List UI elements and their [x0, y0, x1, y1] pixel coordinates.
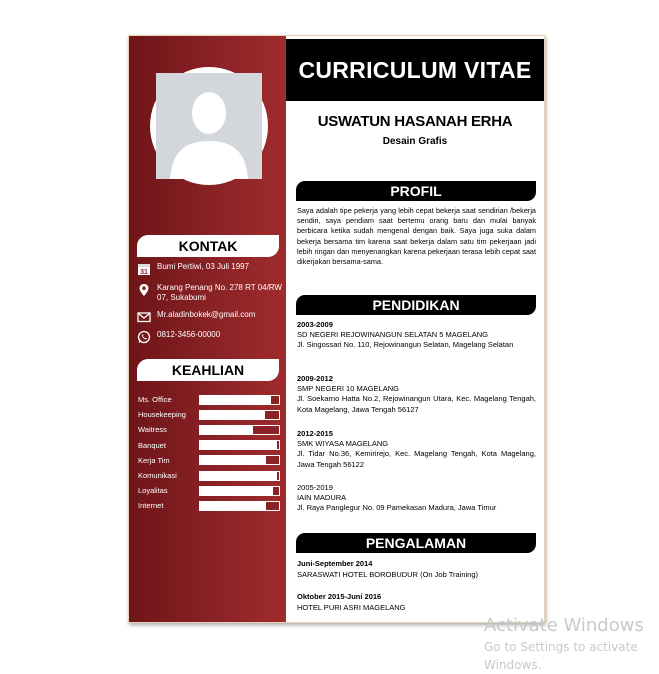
cv-page: [128, 35, 545, 623]
education-school: SD NEGERI REJOWINANGUN SELATAN 5 MAGELANG: [297, 330, 489, 340]
location-pin-icon: [137, 283, 151, 297]
activate-windows-watermark: [484, 614, 659, 674]
skill-label: Banquet: [138, 440, 166, 450]
skill-bar-fill: [266, 456, 279, 464]
experience-period: Oktober 2015-Juni 2016: [297, 592, 382, 601]
skill-bar-fill: [277, 472, 279, 480]
skills-list: [138, 392, 282, 514]
education-item: [297, 374, 536, 415]
skill-label: Housekeeping: [138, 410, 186, 420]
education-years: 2003-2009: [297, 320, 333, 329]
education-years: 2009-2012: [297, 374, 333, 383]
skill-bar: [199, 395, 280, 405]
skill-row: [138, 453, 282, 468]
skill-bar: [199, 501, 280, 511]
main-content: [286, 36, 544, 622]
experience-header: PENGALAMAN: [296, 533, 536, 553]
education-header: PENDIDIKAN: [296, 295, 536, 315]
skill-label: Ms. Office: [138, 395, 172, 405]
experience-period: Juni-September 2014: [297, 559, 373, 568]
email-text: Mr.aladinbokek@gmail.com: [157, 310, 256, 319]
skill-label: Komunikasi: [138, 471, 177, 481]
education-school: IAIN MADURA: [297, 493, 347, 503]
contact-email: [137, 310, 283, 324]
mail-icon: [137, 310, 151, 324]
profile-photo-placeholder: [156, 73, 262, 179]
person-role: Desain Grafis: [382, 136, 448, 147]
skill-bar-fill: [277, 441, 279, 449]
contact-phone: [137, 330, 283, 344]
education-years: 2012-2015: [297, 429, 333, 438]
education-years: 2005-2019: [297, 483, 333, 492]
contact-address: [137, 283, 283, 303]
skill-bar: [199, 455, 280, 465]
experience-item: [297, 592, 536, 613]
address-text: Karang Penang No. 278 RT 04/RW 07, Sukabumi: [157, 283, 282, 302]
skill-bar: [199, 471, 280, 481]
birth-text: Bumi Pertiwi, 03 Juli 1997: [157, 262, 250, 271]
education-address: Jl. Raya Panglegur No. 09 Pamekasan Madura, Jawa Timur: [297, 503, 497, 513]
contact-header: KONTAK: [137, 235, 279, 257]
skill-row: [138, 407, 282, 422]
skill-bar-fill: [273, 487, 279, 495]
skill-bar-fill: [253, 426, 279, 434]
skill-row: [138, 422, 282, 437]
skill-label: Loyalitas: [138, 486, 168, 496]
education-address: Jl. Singossari No. 110, Rejowinangun Selatan, Magelang Selatan: [297, 340, 514, 350]
education-address: Jl. Tidar No.36, Kemirirejo, Kec. Magelang Tengah, Kota Magelang, Jawa Tengah 56122: [297, 449, 536, 469]
skill-row: [138, 498, 282, 513]
experience-place: SARASWATI HOTEL BOROBUDUR (On Job Training): [297, 569, 479, 579]
education-address: Jl. Soekarno Hatta No.2, Rejowinangun Utara, Kec. Magelang Tengah, Kota Magelang, Jawa Tengah 56127: [297, 394, 536, 414]
skill-bar-fill: [266, 502, 279, 510]
experience-item: [297, 559, 536, 580]
person-silhouette-icon: [156, 73, 262, 179]
watermark-title: Activate Windows: [484, 615, 644, 636]
calendar-icon: [137, 262, 151, 276]
profile-photo-frame: [150, 67, 268, 185]
skill-bar-fill: [271, 396, 279, 404]
skill-bar: [199, 410, 280, 420]
contact-birth: [137, 262, 283, 276]
phone-text: 0812-3456-00000: [157, 330, 221, 339]
education-item: [297, 320, 536, 351]
skill-label: Kerja Tim: [138, 455, 170, 465]
svg-text:31: 31: [140, 269, 148, 276]
skill-label: Waitress: [138, 425, 167, 435]
skill-bar: [199, 486, 280, 496]
watermark-subtitle: Go to Settings to activate Windows.: [484, 640, 638, 672]
whatsapp-icon: [137, 330, 151, 344]
document-title: CURRICULUM VITAE: [286, 39, 544, 101]
profile-text: Saya adalah tipe pekerja yang lebih cepat bekerja saat sendirian /bekerja sendiri, saya pendiam saat bertemu orang baru dan mulai banyak berbicara ketika sudah mengenal dengan baik. Saya juga suka dalam bekerja bersama tim karena saat bekerja dalam satu tim pekerjaan jadi lebih ringan dan menyenangkan karena pekerjaan terasa lebih cepat saat dikerjakan bersama-sama.: [297, 206, 536, 267]
skill-bar-fill: [265, 411, 279, 419]
skill-bar: [199, 440, 280, 450]
skill-row: [138, 483, 282, 498]
person-name: USWATUN HASANAH ERHA: [317, 113, 513, 130]
skill-label: Internet: [138, 501, 164, 511]
education-school: SMK WIYASA MAGELANG: [297, 439, 389, 449]
education-item: [297, 429, 536, 470]
skill-row: [138, 438, 282, 453]
skill-bar: [199, 425, 280, 435]
profile-header: PROFIL: [296, 181, 536, 201]
skill-row: [138, 392, 282, 407]
education-school: SMP NEGERI 10 MAGELANG: [297, 384, 399, 394]
skill-row: [138, 468, 282, 483]
education-item: [297, 483, 536, 514]
skills-header: KEAHLIAN: [137, 359, 279, 381]
sidebar: [129, 36, 286, 622]
experience-place: HOTEL PURI ASRI MAGELANG: [297, 602, 406, 612]
